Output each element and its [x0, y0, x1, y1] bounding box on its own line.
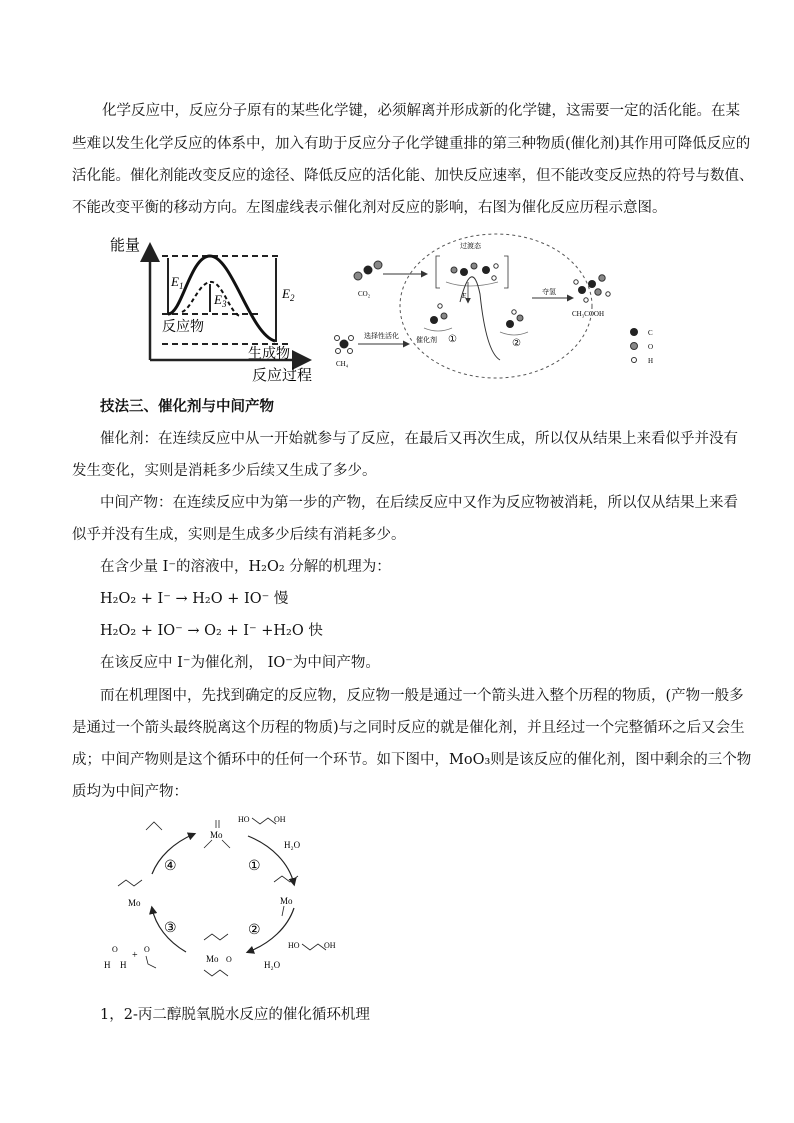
- e1-label: $E_1$: [171, 274, 184, 291]
- catalyst-line-1: 催化剂：在连续反应中从一开始就参与了反应，在最后又再次生成，所以仅从结果上来看似乎并没有: [100, 431, 738, 447]
- svg-text:HO: HO: [238, 815, 250, 824]
- svg-text:+: +: [132, 950, 138, 961]
- svg-text:O: O: [112, 945, 118, 954]
- conclusion: 在该反应中 I⁻为催化剂， IO⁻为中间产物。: [100, 655, 380, 671]
- mechanism-diagram: [328, 232, 668, 382]
- reactant-label: 反应物: [162, 320, 204, 335]
- cycle-caption: 1，2-丙二醇脱氧脱水反应的催化循环机理: [100, 1007, 370, 1023]
- cycle-step-2: ②: [248, 923, 261, 938]
- abstract-h-label: 夺氢: [542, 288, 556, 296]
- step1-label: ①: [448, 334, 457, 345]
- intermediate-bottom: [204, 934, 232, 976]
- svg-text:OH: OH: [274, 815, 286, 824]
- ts-bracket-left: [436, 256, 440, 288]
- ts-bracket-right: [504, 256, 508, 288]
- mechanism-line-2: 是通过一个箭头最终脱离这个历程的物质)与之同时反应的就是催化剂，并且经过一个完整循环之后又会生: [72, 720, 745, 736]
- propanediol-reactant-top: [238, 815, 286, 824]
- legend-h-label: H: [648, 357, 654, 365]
- equation-2: H₂O₂ + IO⁻ → O₂ + I⁻ +H₂O 快: [100, 623, 323, 639]
- product-label: 生成物: [248, 347, 290, 362]
- equation-1: H₂O₂ + I⁻ → H₂O + IO⁻ 慢: [100, 591, 289, 607]
- energy-y-label: 能量: [110, 238, 141, 254]
- legend-c-label: C: [648, 329, 653, 337]
- svg-text:HO: HO: [288, 941, 300, 950]
- energy-diagram: [110, 234, 320, 384]
- intermediate-right: [274, 876, 298, 916]
- legend-o-dot: [631, 343, 638, 350]
- energy-e-label: E: [462, 292, 467, 300]
- adsorbed-molecule-2: [500, 310, 528, 335]
- intro-line-3: 活化能。催化剂能改变反应的途径、降低反应的活化能、加快反应速率，但不能改变反应热的符号与数值、: [72, 168, 754, 184]
- intermediate-line-1: 中间产物：在连续反应中为第一步的产物，在后续反应中又作为反应物被消耗，所以仅从结果上来看: [100, 495, 738, 511]
- legend-c-dot: [630, 328, 638, 336]
- e2-label: $E_2$: [282, 286, 295, 303]
- intro-line-1: 化学反应中，反应分子原有的某些化学键，必须解离并形成新的化学键，这需要一定的活化能。在某: [102, 103, 740, 119]
- legend-o-label: O: [648, 343, 654, 351]
- ts-molecule: [446, 263, 498, 286]
- svg-text:OH: OH: [324, 941, 336, 950]
- svg-text:O: O: [226, 955, 232, 964]
- propene-product: [146, 822, 162, 830]
- cycle-step-3: ③: [164, 921, 177, 936]
- selective-activation-label: 选择性活化: [364, 332, 399, 340]
- intermediate-left: [118, 880, 142, 908]
- svg-text:H: H: [120, 960, 127, 970]
- energy-x-label: 反应过程: [252, 368, 313, 384]
- intro-line-2: 些难以发生化学反应的体系中，加入有助于反应分子化学键重排的第三种物质(催化剂)其作用可降低反应的: [72, 136, 751, 152]
- moo3-top: [204, 820, 230, 848]
- cycle-step-4: ④: [164, 859, 177, 874]
- propanediol-reactant-bottom: [288, 941, 336, 950]
- legend-h-dot: [632, 358, 637, 363]
- h2o-bottom-label: H₂O: [264, 960, 281, 970]
- svg-text:Mo: Mo: [210, 830, 223, 840]
- section-heading: 技法三、催化剂与中间产物: [100, 398, 274, 415]
- catalytic-cycle-diagram: [98, 808, 360, 990]
- svg-text:H: H: [104, 960, 111, 970]
- co2-molecule: [354, 261, 382, 280]
- ch4-label: CH₄: [336, 360, 349, 368]
- mechanism-line-1: 而在机理图中，先找到确定的反应物，反应物一般是通过一个箭头进入整个历程的物质，(产物一般多: [100, 688, 744, 704]
- svg-text:Mo: Mo: [280, 896, 293, 906]
- h2o-top-label: H₂O: [284, 840, 301, 850]
- svg-text:O: O: [144, 945, 150, 954]
- cycle-step-1: ①: [248, 859, 261, 874]
- catalyst-line-2: 发生变化，实则是消耗多少后续又生成了多少。: [72, 463, 377, 479]
- energy-profile-curve: [460, 277, 500, 360]
- intro-line-4: 不能改变平衡的移动方向。左图虚线表示催化剂对反应的影响，右图为催化反应历程示意图。: [72, 200, 667, 216]
- mechanism-line-3: 成；中间产物则是这个循环中的任何一个环节。如下图中，MoO₃则是该反应的催化剂，图中剩余的三个物: [72, 752, 752, 768]
- acetic-acid-label: CH₃COOH: [572, 310, 604, 318]
- acetic-acid-molecule: [574, 275, 610, 302]
- step2-label: ②: [512, 338, 521, 349]
- catalyst-label: 催化剂: [416, 336, 437, 344]
- e3-label: $E_3$: [214, 292, 227, 309]
- svg-text:Mo: Mo: [206, 954, 219, 964]
- intermediate-line-2: 似乎并没有生成，实则是生成多少后续有消耗多少。: [72, 527, 406, 543]
- adsorbed-molecule-1: [424, 304, 452, 331]
- co2-label: CO₂: [358, 290, 371, 298]
- transition-state-label: 过渡态: [460, 242, 481, 250]
- mechanism-line-4: 质均为中间产物：: [72, 784, 188, 800]
- svg-text:Mo: Mo: [128, 898, 141, 908]
- aldehyde-products: [104, 945, 156, 970]
- example-intro: 在含少量 I⁻的溶液中，H₂O₂ 分解的机理为：: [100, 559, 391, 575]
- ch4-molecule: [335, 336, 354, 354]
